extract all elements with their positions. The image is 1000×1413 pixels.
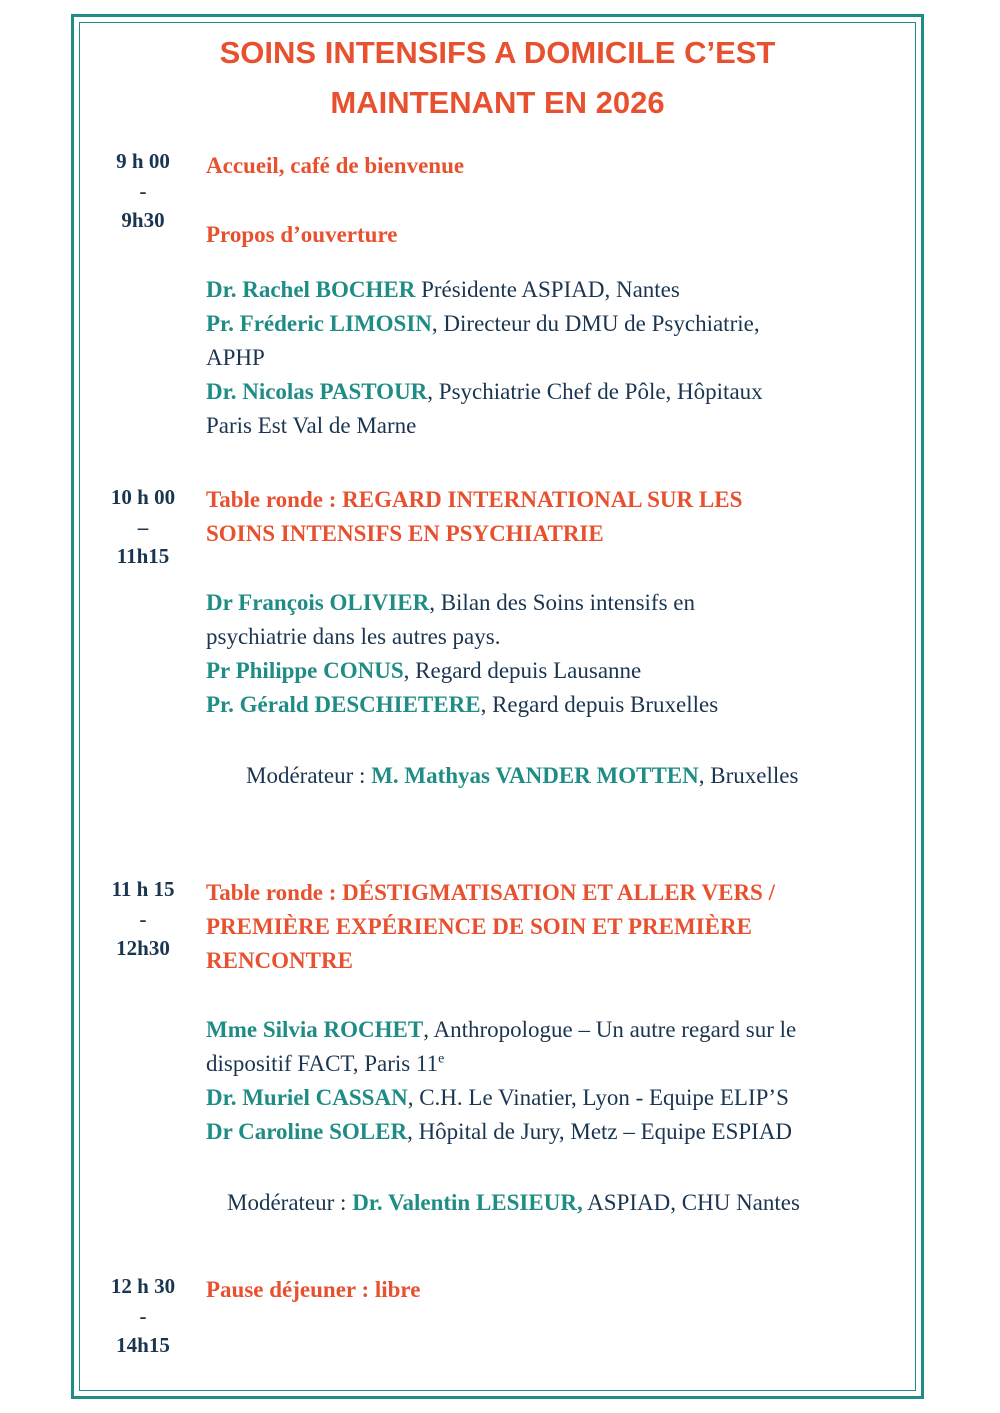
moderator-name: M. Mathyas VANDER MOTTEN (371, 763, 699, 788)
speaker-desc: , Hôpital de Jury, Metz – Equipe ESPIAD (407, 1119, 793, 1144)
session-1-heading (206, 149, 906, 183)
speaker-desc: , Bilan des Soins intensifs en (429, 590, 695, 615)
speaker-desc-continued: Paris Est Val de Marne (206, 413, 417, 438)
speaker-line (206, 307, 906, 341)
time-start: 10 h 00 (110, 485, 176, 509)
speaker-name: Dr Caroline SOLER (206, 1119, 408, 1144)
speaker-desc: , Regard depuis Lausanne (403, 658, 642, 683)
time-start: 11 h 15 (111, 877, 175, 901)
session-3-speakers (206, 1013, 916, 1149)
time-separator: - (139, 906, 147, 931)
session-2-time (86, 483, 200, 572)
speaker-desc-continued (206, 1047, 916, 1081)
session-heading-line: RENCONTRE (206, 948, 353, 973)
moderator-name: Dr. Valentin LESIEUR, (352, 1190, 583, 1215)
session-heading-line: Table ronde : REGARD INTERNATIONAL SUR LES (206, 487, 743, 512)
session-2-heading (206, 483, 906, 551)
time-start: 9 h 00 (116, 149, 170, 173)
time-end: 9h30 (121, 208, 165, 232)
speaker-line (206, 586, 906, 620)
speaker-desc-text: dispositif FACT, Paris 11 (206, 1051, 439, 1076)
speaker-desc: , Regard depuis Bruxelles (480, 692, 719, 717)
speaker-line (206, 1013, 916, 1047)
session-heading: Pause déjeuner : libre (206, 1277, 421, 1302)
session-4-time (86, 1272, 200, 1361)
time-separator: - (139, 178, 147, 203)
time-separator: – (137, 514, 149, 539)
speaker-name: Pr. Gérald DESCHIETERE (206, 692, 481, 717)
session-1-subheading (206, 218, 906, 252)
moderator-desc: ASPIAD, CHU Nantes (582, 1190, 800, 1215)
time-end: 11h15 (116, 544, 170, 568)
title-line-2: MAINTENANT EN 2026 (330, 85, 665, 120)
speaker-line (206, 1115, 916, 1149)
session-3-time (86, 875, 200, 964)
time-separator: - (139, 1303, 147, 1328)
speaker-desc-continued: APHP (206, 345, 265, 370)
speaker-name: Pr Philippe CONUS (206, 658, 404, 683)
speaker-name: Dr. Rachel BOCHER (206, 277, 416, 302)
speaker-name: Dr François OLIVIER (206, 590, 430, 615)
speaker-name: Dr. Nicolas PASTOUR (206, 379, 428, 404)
moderator-label: Modérateur : (227, 1190, 353, 1215)
moderator-label: Modérateur : (246, 763, 372, 788)
session-heading-line: PREMIÈRE EXPÉRIENCE DE SOIN ET PREMIÈRE (206, 914, 752, 939)
session-2-speakers (206, 586, 906, 722)
moderator-desc: , Bruxelles (698, 763, 799, 788)
session-1-speakers (206, 273, 906, 443)
speaker-line (206, 688, 906, 722)
speaker-line (206, 654, 906, 688)
session-1-time (86, 147, 200, 236)
superscript: e (438, 1051, 445, 1067)
session-heading-line: Table ronde : DÉSTIGMATISATION ET ALLER VERS / (206, 880, 775, 905)
speaker-desc: , C.H. Le Vinatier, Lyon - Equipe ELIP’S (407, 1085, 789, 1110)
speaker-desc: , Psychiatrie Chef de Pôle, Hôpitaux (427, 379, 763, 404)
session-3-moderator (227, 1186, 800, 1220)
speaker-name: Mme Silvia ROCHET (206, 1017, 424, 1042)
speaker-line (206, 375, 906, 409)
session-heading-line: SOINS INTENSIFS EN PSYCHIATRIE (206, 521, 604, 546)
session-4-heading (206, 1273, 906, 1307)
time-end: 12h30 (116, 936, 170, 960)
title-line-1: SOINS INTENSIFS A DOMICILE C’EST (219, 35, 776, 70)
speaker-line (206, 1081, 916, 1115)
speaker-desc: , Anthropologue – Un autre regard sur le (423, 1017, 797, 1042)
time-end: 14h15 (116, 1333, 170, 1357)
speaker-desc: Présidente ASPIAD, Nantes (415, 277, 680, 302)
speaker-name: Dr. Muriel CASSAN (206, 1085, 408, 1110)
speaker-desc: , Directeur du DMU de Psychiatrie, (431, 311, 760, 336)
speaker-line (206, 273, 906, 307)
page-title (80, 28, 915, 128)
session-2-moderator (246, 759, 798, 793)
time-start: 12 h 30 (110, 1274, 176, 1298)
speaker-desc-continued: psychiatrie dans les autres pays. (206, 624, 501, 649)
session-heading: Accueil, café de bienvenue (206, 153, 465, 178)
session-subheading: Propos d’ouverture (206, 222, 398, 247)
speaker-name: Pr. Fréderic LIMOSIN (206, 311, 432, 336)
session-3-heading (206, 876, 906, 978)
